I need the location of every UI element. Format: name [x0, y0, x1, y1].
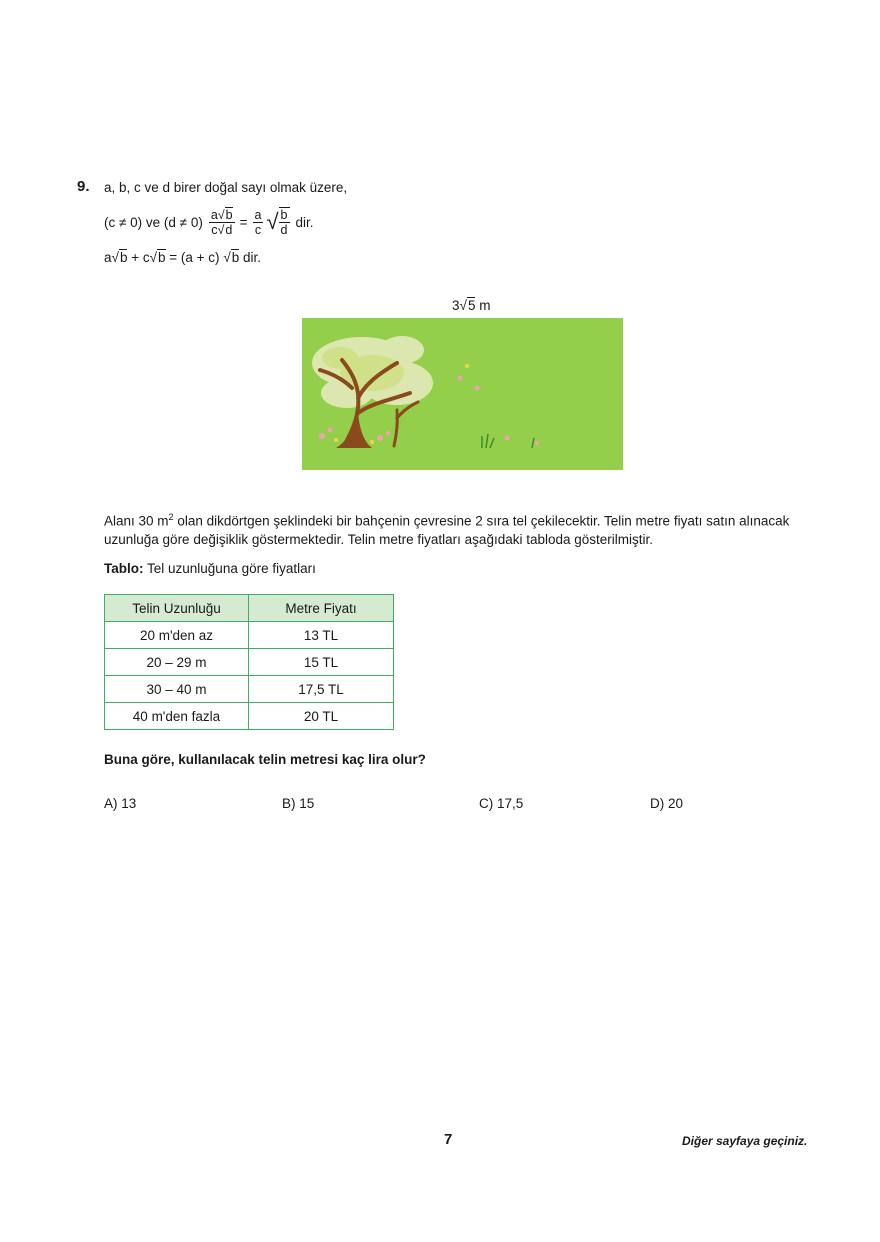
table-row	[105, 622, 394, 649]
dim-radicand: 5	[467, 298, 476, 313]
lhs-den-c: c	[211, 222, 218, 237]
question-prompt: Buna göre, kullanılacak telin metresi kaç lira olur?	[104, 752, 426, 767]
next-page-note: Diğer sayfaya geçiniz.	[682, 1134, 808, 1148]
equals-sign: =	[239, 214, 248, 230]
page-number: 7	[444, 1131, 453, 1148]
rhs-d: d	[280, 223, 288, 237]
rhs-root-fraction	[279, 207, 290, 237]
cell-price: 15 TL	[249, 649, 394, 676]
header-price: Metre Fiyatı	[249, 595, 394, 622]
cell-length: 20 m'den az	[105, 622, 249, 649]
lhs-num-a: a	[210, 207, 218, 222]
table-caption	[104, 561, 316, 576]
tree-illustration	[302, 318, 623, 470]
lhs-num-b: b	[225, 207, 233, 222]
garden-width-label: 3√5 m	[452, 298, 491, 313]
table-row	[105, 649, 394, 676]
question-intro: a, b, c ve d birer doğal sayı olmak üzere,	[104, 180, 348, 195]
paragraph-post: olan dikdörtgen şeklindeki bir bahçenin çevresine 2 sıra tel çekilecektir. Telin metre fiyatı satın alınacak uzunluğa göre değişiklik göstermektedir. Telin metre fiyatları aşağıdaki tabloda gösterilmiştir.	[104, 513, 790, 547]
cell-price: 20 TL	[249, 703, 394, 730]
price-table	[104, 594, 394, 730]
option-a[interactable]: A) 13	[104, 796, 137, 811]
rule2-b1: b	[119, 250, 128, 265]
question-number: 9.	[77, 178, 90, 195]
lhs-fraction: $\frac{a√b}{c√d}$	[210, 207, 233, 237]
rule2-plus-c: + c	[127, 250, 150, 265]
table-header-row	[105, 595, 394, 622]
caption-text: Tel uzunluğuna göre fiyatları	[143, 561, 316, 576]
rule-condition: (c ≠ 0) ve (d ≠ 0)	[104, 214, 203, 230]
dim-prefix: 3	[452, 298, 460, 313]
dim-unit: m	[475, 298, 491, 313]
paragraph-sup: 2	[168, 512, 174, 522]
rule-sqrt-division	[104, 207, 314, 237]
cell-price: 13 TL	[249, 622, 394, 649]
problem-statement	[104, 508, 844, 549]
cell-length: 20 – 29 m	[105, 649, 249, 676]
caption-bold: Tablo:	[104, 561, 144, 576]
rhs-a: a	[254, 207, 262, 222]
lhs-den-d: d	[225, 222, 233, 237]
rhs-fraction	[253, 208, 264, 237]
option-b[interactable]: B) 15	[282, 796, 315, 811]
header-length: Telin Uzunluğu	[105, 595, 249, 622]
rule1-suffix: dir.	[295, 214, 314, 230]
table-row	[105, 703, 394, 730]
rule-sqrt-addition: a√b + c√b = (a + c) √b dir.	[104, 250, 262, 265]
rhs-c: c	[254, 222, 262, 237]
cell-length: 30 – 40 m	[105, 676, 249, 703]
rule2-a: a	[104, 250, 112, 265]
cell-length: 40 m'den fazla	[105, 703, 249, 730]
option-c[interactable]: C) 17,5	[479, 796, 524, 811]
rule2-suffix: dir.	[239, 250, 262, 265]
sqrt-symbol: √	[266, 209, 279, 234]
rule2-b2: b	[158, 250, 166, 265]
option-d[interactable]: D) 20	[650, 796, 684, 811]
cell-price: 17,5 TL	[249, 676, 394, 703]
rhs-b: b	[280, 208, 288, 222]
table-row	[105, 676, 394, 703]
garden-illustration	[302, 318, 623, 470]
paragraph-pre: Alanı 30 m	[104, 513, 169, 529]
rule2-b3: b	[231, 250, 240, 265]
rule2-mid: = (a + c)	[165, 250, 224, 265]
